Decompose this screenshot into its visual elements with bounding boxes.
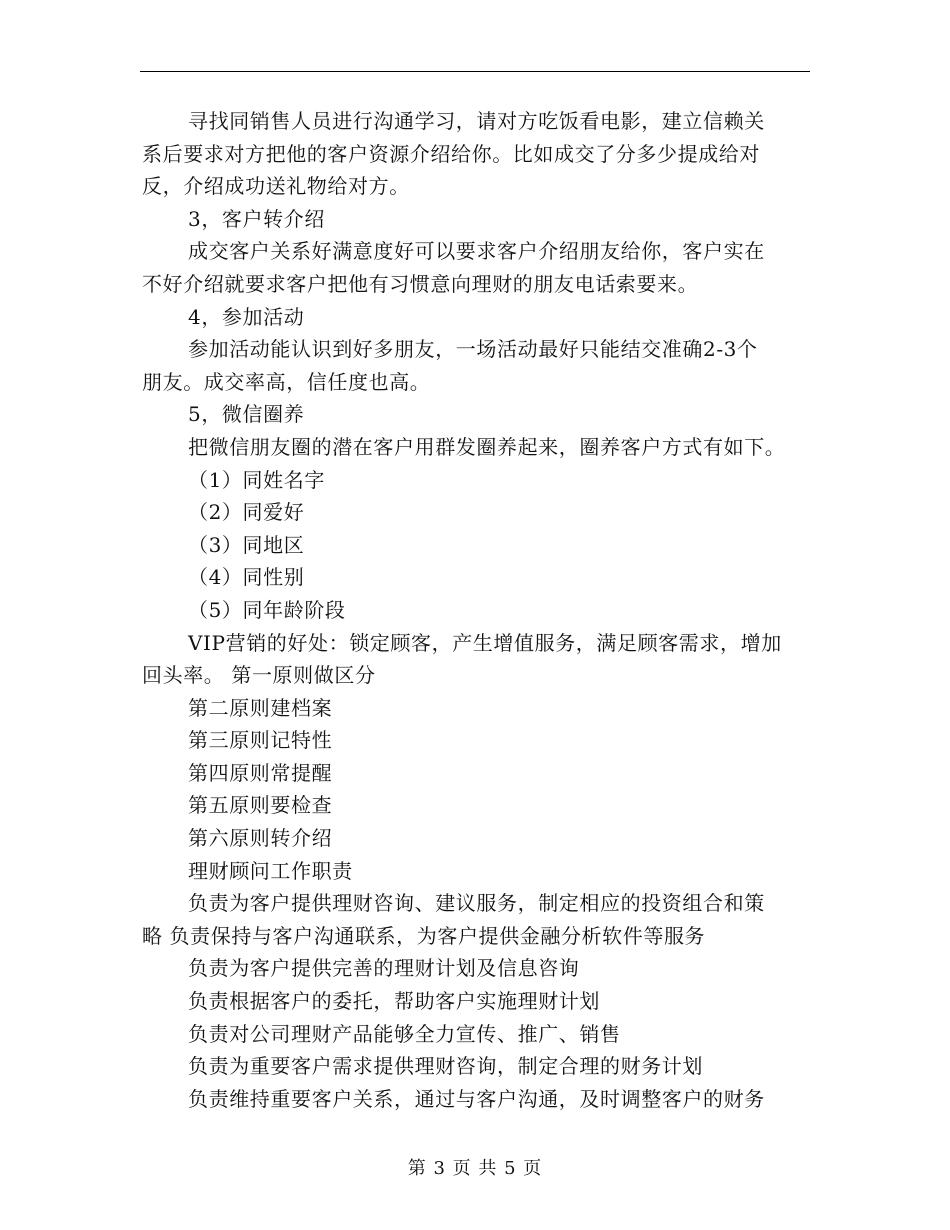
paragraph-line: 寻找同销售人员进行沟通学习，请对方吃饭看电影，建立信赖关 [188,109,765,133]
paragraph-line: 负责维持重要客户关系，通过与客户沟通，及时调整客户的财务 [188,1086,765,1111]
paragraph-line: （3）同地区 [188,532,305,557]
paragraph-line: 负责根据客户的委托，帮助客户实施理财计划 [188,989,600,1014]
paragraph-line: 5，微信圈养 [188,402,305,427]
paragraph-line: 负责为客户提供理财咨询、建议服务，制定相应的投资组合和策 [188,891,765,916]
paragraph-line: （5）同年龄阶段 [188,597,346,622]
paragraph-line: 负责对公司理财产品能够全力宣传、推广、销售 [188,1021,621,1046]
paragraph-line: 第二原则建档案 [188,695,333,720]
paragraph-line: VIP营销的好处：锁定顾客，产生增值服务，满足顾客需求，增加 [188,630,782,655]
page-footer: 第 3 页 共 5 页 [407,1158,543,1179]
paragraph-line: 反，介绍成功送礼物给对方。 [142,174,410,199]
paragraph-line: 系后要求对方把他的客户资源介绍给你。比如成交了分多少提成给对 [142,141,760,166]
paragraph-line: 略 负责保持与客户沟通联系，为客户提供金融分析软件等服务 [142,923,706,948]
paragraph-line: 第六原则转介绍 [188,826,333,851]
document-body [142,105,814,1115]
paragraph-line: 第五原则要检查 [188,793,333,818]
paragraph-line: 3，客户转介绍 [188,206,325,231]
paragraph-line: 朋友。成交率高，信任度也高。 [142,369,431,394]
paragraph-line: （2）同爱好 [188,500,305,525]
paragraph-line: （1）同姓名字 [188,467,325,492]
paragraph-line: 第三原则记特性 [188,728,333,753]
paragraph-line: 回头率。 第一原则做区分 [142,663,376,688]
paragraph-line: 第四原则常提醒 [188,760,333,785]
paragraph-line: 不好介绍就要求客户把他有习惯意向理财的朋友电话索要来。 [142,271,699,296]
paragraph-line: 4，参加活动 [188,304,305,329]
header-rule [140,71,810,72]
paragraph-line: 成交客户关系好满意度好可以要求客户介绍朋友给你，客户实在 [188,239,765,264]
paragraph-line: 负责为客户提供完善的理财计划及信息咨询 [188,956,580,981]
paragraph-line: 负责为重要客户需求提供理财咨询，制定合理的财务计划 [188,1054,703,1079]
paragraph-line: （4）同性别 [188,565,305,590]
paragraph-line: 理财顾问工作职责 [188,858,353,883]
paragraph-line: 参加活动能认识到好多朋友，一场活动最好只能结交准确2-3个 [188,337,758,362]
paragraph-line: 把微信朋友圈的潜在客户用群发圈养起来，圈养客户方式有如下。 [188,434,786,459]
